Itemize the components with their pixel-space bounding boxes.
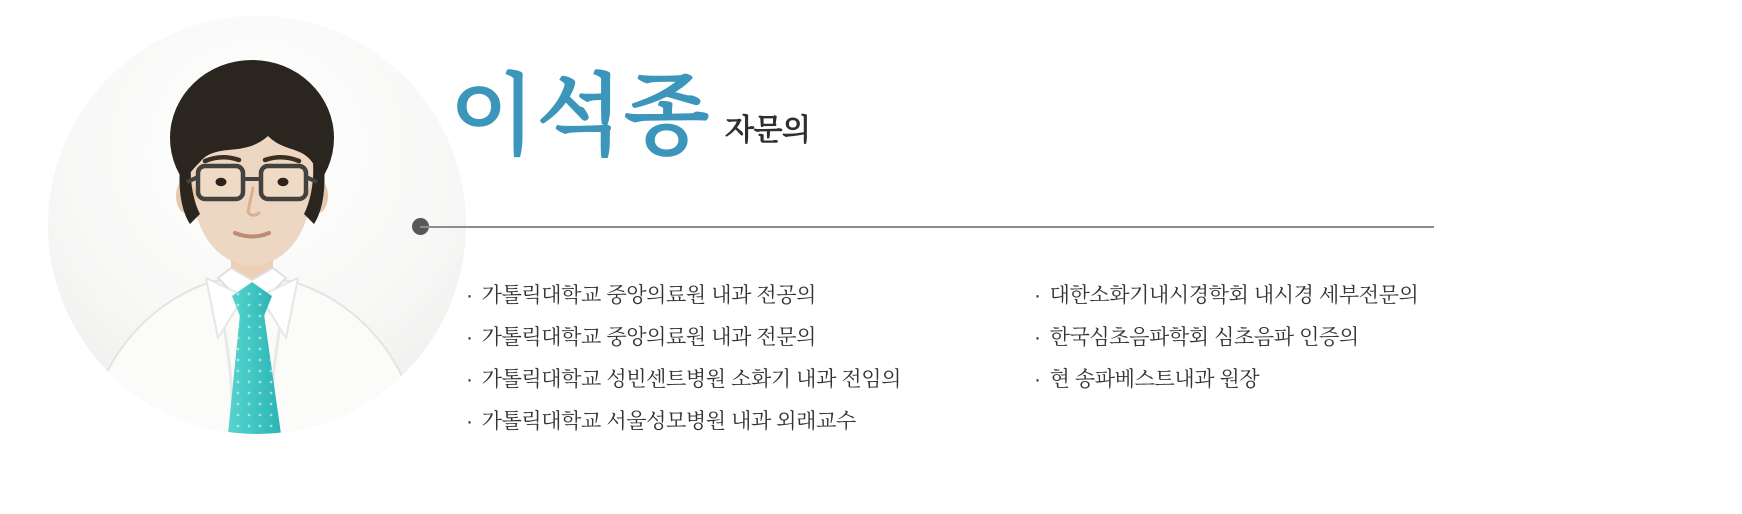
eye-left (216, 178, 227, 186)
bullet: · (466, 368, 473, 391)
doctor-name: 이석종 (450, 66, 712, 165)
credential-text: 한국심초음파학회 심초음파 인증의 (1049, 326, 1359, 349)
credential-text: 가톨릭대학교 서울성모병원 내과 외래교수 (481, 410, 856, 433)
credential-text: 현 송파베스트내과 원장 (1049, 368, 1260, 391)
bullet: · (1034, 326, 1041, 349)
credential-item (1034, 359, 1418, 401)
credential-item (466, 401, 901, 443)
bullet: · (466, 284, 473, 307)
doctor-portrait-illustration (48, 16, 466, 434)
credential-item (1034, 275, 1418, 317)
credential-item (1034, 317, 1418, 359)
bullet: · (466, 326, 473, 349)
bullet: · (1034, 368, 1041, 391)
credential-item (466, 317, 901, 359)
doctor-title-row (450, 66, 811, 165)
doctor-photo (48, 16, 466, 434)
credential-item (466, 275, 901, 317)
doctor-role: 자문의 (725, 113, 811, 147)
eye-right (278, 178, 289, 186)
credential-text: 가톨릭대학교 성빈센트병원 소화기 내과 전임의 (481, 368, 902, 391)
credentials-right-list (1034, 275, 1418, 401)
credential-text: 가톨릭대학교 중앙의료원 내과 전공의 (481, 284, 817, 307)
credential-text: 대한소화기내시경학회 내시경 세부전문의 (1049, 284, 1419, 307)
credential-text: 가톨릭대학교 중앙의료원 내과 전문의 (481, 326, 817, 349)
credentials-left-list (466, 275, 901, 443)
bullet: · (466, 410, 473, 433)
divider-line (420, 226, 1434, 228)
bullet: · (1034, 284, 1041, 307)
credential-item (466, 359, 901, 401)
